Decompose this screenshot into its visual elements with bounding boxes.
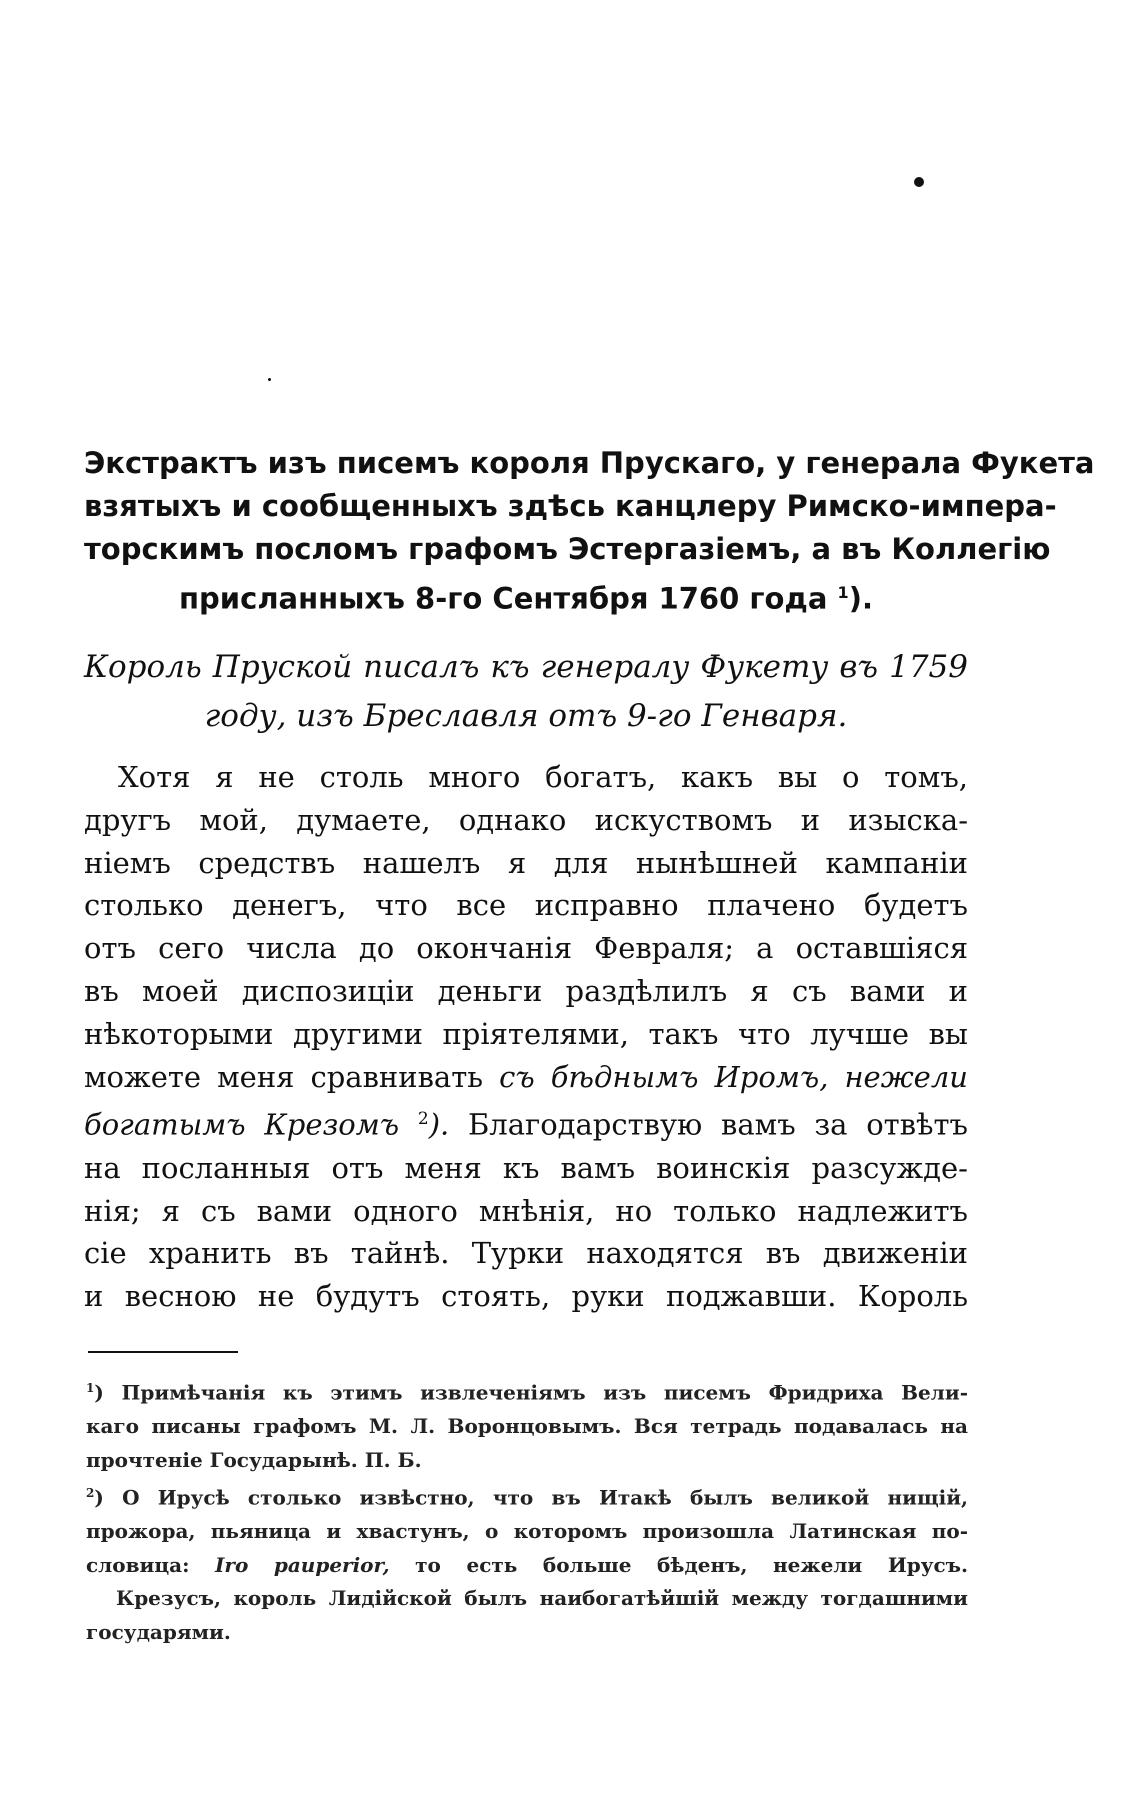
body-line: въ моей диспозиціи деньги раздѣлилъ я съ вами и	[84, 973, 968, 1008]
italic-phrase: богатымъ Крезомъ	[84, 1108, 400, 1143]
footnote-line: прочтеніе Государынѣ. П. Б.	[86, 1447, 422, 1472]
footnote-line	[86, 1477, 968, 1515]
subtitle-line: году, изъ Бреславля отъ 9-го Генваря.	[204, 698, 848, 734]
body-line: нѣкоторыми другими пріятелями, такъ что лучше вы	[84, 1016, 968, 1051]
body-line: другъ мой, думаете, однако искуствомъ и изыска-	[84, 802, 968, 837]
footnote-mark: 2	[86, 1486, 95, 1501]
italic-phrase: съ бѣднымъ Иромъ, нежели	[499, 1059, 968, 1094]
footnote-divider	[88, 1351, 238, 1353]
document-title	[84, 442, 1095, 621]
latin-proverb: Iro pauperior,	[215, 1552, 390, 1577]
footnote-line: государями.	[86, 1619, 231, 1644]
footnote-mark: 1	[86, 1381, 95, 1395]
body-line: отъ сего числа до окончанія Февраля; а оставшіяся	[84, 931, 968, 966]
footnotes	[86, 1372, 968, 1649]
body-line	[84, 1056, 968, 1099]
title-line: взятыхъ и сообщенныхъ здѣсь канцлеру Римско-импера-	[84, 489, 1057, 523]
footnote-text: ) Примѣчанія къ этимъ извлеченіямъ изъ писемъ Фридриха Вели-	[94, 1380, 968, 1405]
body-line: нія; я съ вами одного мнѣнія, но только надлежитъ	[84, 1193, 968, 1228]
footnote-line	[86, 1549, 968, 1583]
title-close: ).	[848, 581, 873, 616]
title-line: торскимъ посломъ графомъ Эстергазіемъ, а въ Коллегію	[84, 532, 1051, 566]
footnote-text: то есть больше бѣденъ, нежели Ирусъ.	[415, 1552, 968, 1577]
subtitle-line: Король Пруской писалъ къ генералу Фукету въ 1759	[84, 649, 968, 685]
ink-speck	[914, 177, 924, 187]
footnote-line	[86, 1372, 968, 1410]
letter-heading	[84, 643, 968, 741]
body-line: Хотя я не столь много богатъ, какъ вы о томъ,	[118, 760, 968, 794]
footnote-line: прожора, пьяница и хвастунъ, о которомъ произошла Латинская по-	[86, 1519, 968, 1544]
title-line: Экстрактъ изъ писемъ короля Прускаго, у генерала Фукета	[84, 446, 1095, 480]
body-line	[84, 1098, 968, 1146]
body-text: Благодарствую вамъ за отвѣтъ	[467, 1108, 969, 1143]
body-line: сіе хранить въ тайнѣ. Турки находятся въ движеніи	[84, 1236, 968, 1271]
body-line: и весною не будутъ стоять, руки поджавши. Король	[84, 1279, 968, 1314]
italic-close: ).	[428, 1108, 450, 1143]
title-line-text: присланныхъ 8-го Сентября 1760 года	[179, 581, 828, 616]
body-text: можете меня сравнивать	[84, 1059, 484, 1094]
footnote-line: каго писаны графомъ М. Л. Воронцовымъ. Вся тетрадь подавалась на	[86, 1414, 968, 1439]
body-line: столько денегъ, что все исправно плачено будетъ	[84, 888, 968, 923]
footnote-text: словица:	[86, 1552, 190, 1577]
footnote-ref: 2	[417, 1109, 429, 1130]
title-line-last	[84, 571, 968, 621]
body-line: на посланныя отъ меня къ вамъ воинскія разсужде-	[84, 1150, 968, 1185]
ink-speck-small	[268, 378, 271, 381]
footnote-text: ) О Ирусѣ столько извѣстно, что въ Итакѣ былъ великой нищій,	[94, 1485, 968, 1510]
letter-body	[84, 756, 968, 1318]
footnote-ref: 1	[837, 583, 849, 602]
body-line: ніемъ средствъ нашелъ я для нынѣшней кампаніи	[84, 845, 968, 880]
footnote-line: Крезусъ, король Лидійской былъ наибогатѣйшій между тогдашними	[116, 1586, 968, 1611]
